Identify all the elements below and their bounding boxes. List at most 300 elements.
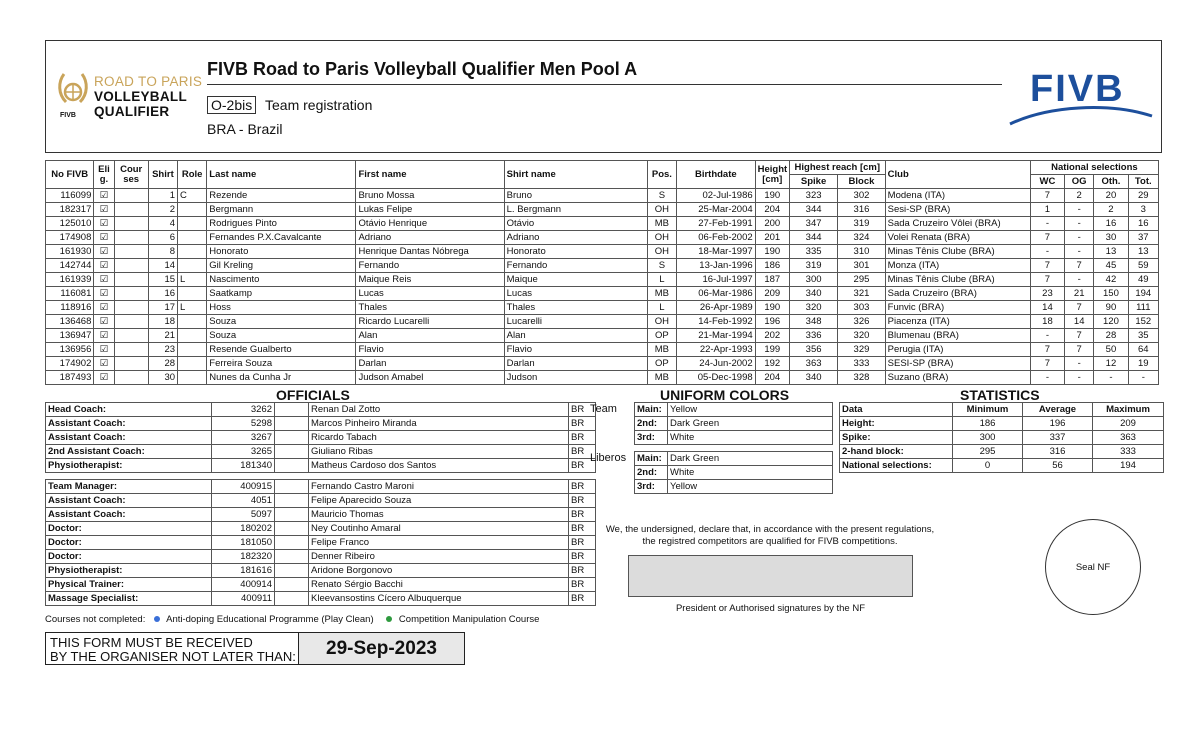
stats-value: 196 [1023, 417, 1093, 431]
official-row [46, 403, 596, 417]
stats-value: 56 [1023, 459, 1093, 473]
cell-block: 310 [838, 245, 885, 259]
cell-last-name: Saatkamp [207, 287, 356, 301]
cell-club: Funvic (BRA) [885, 301, 1030, 315]
official-name: Felipe Franco [309, 536, 569, 550]
cell-block: 316 [838, 203, 885, 217]
cell-wc: 7 [1030, 357, 1064, 371]
cell-shirt-name: Alan [504, 329, 647, 343]
cell-wc: - [1030, 371, 1064, 385]
cell-role: L [178, 301, 207, 315]
col-tot: Tot. [1128, 175, 1158, 189]
cell-no-fivb: 118916 [46, 301, 94, 315]
cell-club: Monza (ITA) [885, 259, 1030, 273]
official-name: Matheus Cardoso dos Santos [309, 459, 569, 473]
cell-no-fivb: 136956 [46, 343, 94, 357]
cell-oth: 28 [1094, 329, 1128, 343]
cell-last-name: Rodrigues Pinto [207, 217, 356, 231]
official-id: 5097 [212, 508, 275, 522]
cell-shirt: 15 [148, 273, 177, 287]
stats-value: 333 [1093, 445, 1164, 459]
cell-elig: ☑ [94, 217, 114, 231]
cell-oth: 16 [1094, 217, 1128, 231]
cell-birthdate: 13-Jan-1996 [677, 259, 756, 273]
cell-oth: 30 [1094, 231, 1128, 245]
player-row [46, 343, 1159, 357]
official-blank [275, 403, 309, 417]
official-id: 181340 [212, 459, 275, 473]
cell-oth: 20 [1094, 189, 1128, 203]
official-id: 400914 [212, 578, 275, 592]
cell-height: 209 [755, 287, 789, 301]
cell-elig: ☑ [94, 315, 114, 329]
cell-birthdate: 26-Apr-1989 [677, 301, 756, 315]
official-blank [275, 417, 309, 431]
official-row [46, 536, 596, 550]
cell-tot: 49 [1128, 273, 1158, 287]
cell-role: L [178, 273, 207, 287]
official-id: 182320 [212, 550, 275, 564]
cell-first-name: Adriano [356, 231, 504, 245]
cell-spike: 340 [789, 371, 837, 385]
courses-label: Courses not completed: [45, 614, 146, 625]
cell-shirt: 14 [148, 259, 177, 273]
uniform-row [635, 417, 833, 431]
cell-no-fivb: 161939 [46, 273, 94, 287]
official-role: Doctor: [46, 550, 212, 564]
cell-shirt: 16 [148, 287, 177, 301]
cell-first-name: Thales [356, 301, 504, 315]
cell-shirt-name: Darlan [504, 357, 647, 371]
cell-elig: ☑ [94, 343, 114, 357]
official-country: BR [569, 578, 596, 592]
cell-first-name: Lukas Felipe [356, 203, 504, 217]
cell-height: 202 [755, 329, 789, 343]
col-pos: Pos. [647, 161, 676, 189]
cell-spike: 347 [789, 217, 837, 231]
uniform-color: Dark Green [668, 417, 833, 431]
courses-not-completed [45, 614, 539, 625]
stats-value: 194 [1093, 459, 1164, 473]
cell-courses [114, 245, 148, 259]
cell-club: Suzano (BRA) [885, 371, 1030, 385]
cell-no-fivb: 161930 [46, 245, 94, 259]
cell-block: 329 [838, 343, 885, 357]
cell-block: 301 [838, 259, 885, 273]
logo-brand-small: FIVB [60, 112, 76, 119]
cell-pos: L [647, 301, 676, 315]
logo-text-line2: VOLLEYBALL [94, 89, 187, 104]
cell-block: 333 [838, 357, 885, 371]
cell-role [178, 357, 207, 371]
cell-first-name: Bruno Mossa [356, 189, 504, 203]
official-id: 3267 [212, 431, 275, 445]
cell-last-name: Souza [207, 315, 356, 329]
cell-pos: S [647, 189, 676, 203]
col-oth: Oth. [1094, 175, 1128, 189]
cell-last-name: Rezende [207, 189, 356, 203]
cell-no-fivb: 142744 [46, 259, 94, 273]
cell-spike: 356 [789, 343, 837, 357]
cell-oth: 90 [1094, 301, 1128, 315]
cell-wc: 7 [1030, 231, 1064, 245]
stats-label: Height: [840, 417, 953, 431]
cell-shirt: 8 [148, 245, 177, 259]
cell-og: - [1065, 203, 1094, 217]
cell-courses [114, 217, 148, 231]
official-country: BR [569, 459, 596, 473]
laurel-icon [54, 70, 92, 110]
cell-birthdate: 18-Mar-1997 [677, 245, 756, 259]
stats-value: 295 [953, 445, 1023, 459]
cell-block: 303 [838, 301, 885, 315]
cell-shirt-name: Judson [504, 371, 647, 385]
uniform-color: Dark Green [668, 452, 833, 466]
cell-first-name: Judson Amabel [356, 371, 504, 385]
cell-wc: - [1030, 329, 1064, 343]
cell-first-name: Maique Reis [356, 273, 504, 287]
fivb-swoosh-icon [1008, 100, 1154, 130]
official-row [46, 494, 596, 508]
official-id: 5298 [212, 417, 275, 431]
cell-wc: 7 [1030, 343, 1064, 357]
stats-row [840, 459, 1164, 473]
cell-elig: ☑ [94, 245, 114, 259]
uniform-slot: 3rd: [635, 431, 668, 445]
cell-courses [114, 329, 148, 343]
cell-block: 302 [838, 189, 885, 203]
official-name: Fernando Castro Maroni [309, 480, 569, 494]
cell-birthdate: 21-Mar-1994 [677, 329, 756, 343]
col-spike: Spike [789, 175, 837, 189]
official-role: Doctor: [46, 536, 212, 550]
uniform-colors-title: UNIFORM COLORS [660, 387, 790, 403]
col-first-name: First name [356, 161, 504, 189]
official-country: BR [569, 564, 596, 578]
cell-elig: ☑ [94, 371, 114, 385]
deadline-box [45, 632, 465, 665]
cell-courses [114, 357, 148, 371]
official-blank [275, 550, 309, 564]
cell-last-name: Gil Kreling [207, 259, 356, 273]
official-id: 4051 [212, 494, 275, 508]
cell-elig: ☑ [94, 203, 114, 217]
col-courses: Cour ses [114, 161, 148, 189]
cell-club: Minas Tênis Clube (BRA) [885, 273, 1030, 287]
cell-shirt: 28 [148, 357, 177, 371]
declaration-line2: the registred competitors are qualified for FIVB competitions. [642, 536, 898, 547]
cell-shirt: 17 [148, 301, 177, 315]
uniform-team-label: Team [590, 403, 617, 415]
stats-row [840, 417, 1164, 431]
cell-og: 7 [1065, 329, 1094, 343]
cell-spike: 320 [789, 301, 837, 315]
official-country: BR [569, 522, 596, 536]
cell-block: 320 [838, 329, 885, 343]
official-name: Felipe Aparecido Souza [309, 494, 569, 508]
cell-pos: OH [647, 231, 676, 245]
uniform-liberos-table [634, 451, 833, 494]
player-row [46, 245, 1159, 259]
cell-height: 200 [755, 217, 789, 231]
player-row [46, 315, 1159, 329]
uniform-slot: Main: [635, 403, 668, 417]
cell-height: 190 [755, 245, 789, 259]
cell-courses [114, 343, 148, 357]
uniform-slot: 3rd: [635, 480, 668, 494]
cell-shirt: 21 [148, 329, 177, 343]
cell-height: 187 [755, 273, 789, 287]
cell-club: SESI-SP (BRA) [885, 357, 1030, 371]
player-row [46, 189, 1159, 203]
official-role: Physiotherapist: [46, 459, 212, 473]
official-role: Assistant Coach: [46, 417, 212, 431]
col-og: OG [1065, 175, 1094, 189]
cell-shirt: 4 [148, 217, 177, 231]
course-anti-doping: Anti-doping Educational Programme (Play Clean) [166, 614, 374, 625]
uniform-row [635, 480, 833, 494]
official-row [46, 459, 596, 473]
cell-height: 196 [755, 315, 789, 329]
official-role: Assistant Coach: [46, 508, 212, 522]
signature-label: President or Authorised signatures by the NF [675, 603, 866, 614]
cell-og: - [1065, 245, 1094, 259]
cell-block: 324 [838, 231, 885, 245]
cell-tot: 19 [1128, 357, 1158, 371]
official-country: BR [569, 536, 596, 550]
cell-first-name: Alan [356, 329, 504, 343]
cell-og: 21 [1065, 287, 1094, 301]
cell-pos: OH [647, 245, 676, 259]
cell-wc: - [1030, 245, 1064, 259]
stats-value: 0 [953, 459, 1023, 473]
cell-spike: 340 [789, 287, 837, 301]
cell-role [178, 245, 207, 259]
manipulation-course-dot-icon [386, 616, 392, 622]
cell-courses [114, 189, 148, 203]
cell-courses [114, 231, 148, 245]
cell-height: 204 [755, 203, 789, 217]
official-country: BR [569, 592, 596, 606]
logo-text-line3: QUALIFIER [94, 104, 170, 119]
cell-spike: 348 [789, 315, 837, 329]
cell-elig: ☑ [94, 329, 114, 343]
cell-pos: OH [647, 203, 676, 217]
col-elig: Eli g. [94, 161, 114, 189]
cell-oth: 12 [1094, 357, 1128, 371]
cell-block: 321 [838, 287, 885, 301]
cell-pos: S [647, 259, 676, 273]
cell-og: - [1065, 371, 1094, 385]
official-blank [275, 536, 309, 550]
cell-tot: 13 [1128, 245, 1158, 259]
official-role: Team Manager: [46, 480, 212, 494]
cell-last-name: Nascimento [207, 273, 356, 287]
official-name: Aridone Borgonovo [309, 564, 569, 578]
uniform-row [635, 452, 833, 466]
cell-spike: 335 [789, 245, 837, 259]
cell-elig: ☑ [94, 273, 114, 287]
cell-shirt: 1 [148, 189, 177, 203]
official-role: Assistant Coach: [46, 494, 212, 508]
cell-club: Volei Renata (BRA) [885, 231, 1030, 245]
official-row [46, 550, 596, 564]
cell-oth: 13 [1094, 245, 1128, 259]
uniform-row [635, 403, 833, 417]
cell-tot: - [1128, 371, 1158, 385]
col-last-name: Last name [207, 161, 356, 189]
player-row [46, 357, 1159, 371]
official-role: Massage Specialist: [46, 592, 212, 606]
official-blank [275, 494, 309, 508]
cell-spike: 319 [789, 259, 837, 273]
form-code: O-2bis [207, 96, 256, 114]
player-row [46, 259, 1159, 273]
cell-birthdate: 02-Jul-1986 [677, 189, 756, 203]
cell-oth: 150 [1094, 287, 1128, 301]
cell-first-name: Ricardo Lucarelli [356, 315, 504, 329]
cell-oth: 50 [1094, 343, 1128, 357]
official-id: 3265 [212, 445, 275, 459]
cell-shirt-name: Lucarelli [504, 315, 647, 329]
cell-club: Blumenau (BRA) [885, 329, 1030, 343]
cell-og: 7 [1065, 343, 1094, 357]
stats-value: 337 [1023, 431, 1093, 445]
cell-height: 201 [755, 231, 789, 245]
cell-oth: 2 [1094, 203, 1128, 217]
stats-value: 363 [1093, 431, 1164, 445]
cell-wc: 7 [1030, 189, 1064, 203]
deadline-line2: BY THE ORGANISER NOT LATER THAN: [50, 649, 296, 664]
seal-label: Seal NF [1075, 562, 1111, 573]
col-club: Club [885, 161, 1030, 189]
cell-tot: 194 [1128, 287, 1158, 301]
cell-no-fivb: 187493 [46, 371, 94, 385]
cell-oth: - [1094, 371, 1128, 385]
cell-spike: 344 [789, 203, 837, 217]
cell-club: Modena (ITA) [885, 189, 1030, 203]
col-national-selections: National selections [1030, 161, 1158, 175]
cell-courses [114, 273, 148, 287]
cell-club: Piacenza (ITA) [885, 315, 1030, 329]
stats-value: 186 [953, 417, 1023, 431]
official-role: Assistant Coach: [46, 431, 212, 445]
official-blank [275, 480, 309, 494]
cell-shirt-name: Lucas [504, 287, 647, 301]
official-id: 181616 [212, 564, 275, 578]
stats-value: 209 [1093, 417, 1164, 431]
official-country: BR [569, 417, 596, 431]
official-row [46, 578, 596, 592]
player-row [46, 301, 1159, 315]
cell-role [178, 287, 207, 301]
cell-og: 7 [1065, 301, 1094, 315]
official-blank [275, 445, 309, 459]
cell-height: 190 [755, 301, 789, 315]
official-name: Renato Sérgio Bacchi [309, 578, 569, 592]
cell-no-fivb: 182317 [46, 203, 94, 217]
col-role: Role [178, 161, 207, 189]
cell-pos: MB [647, 371, 676, 385]
cell-shirt-name: Flavio [504, 343, 647, 357]
uniform-slot: 2nd: [635, 417, 668, 431]
cell-first-name: Henrique Dantas Nóbrega [356, 245, 504, 259]
cell-wc: 1 [1030, 203, 1064, 217]
cell-tot: 59 [1128, 259, 1158, 273]
official-name: Denner Ribeiro [309, 550, 569, 564]
cell-pos: OH [647, 315, 676, 329]
cell-pos: L [647, 273, 676, 287]
official-id: 400915 [212, 480, 275, 494]
cell-shirt-name: Honorato [504, 245, 647, 259]
cell-wc: - [1030, 217, 1064, 231]
cell-last-name: Ferreira Souza [207, 357, 356, 371]
form-name: Team registration [265, 97, 373, 113]
cell-role [178, 315, 207, 329]
cell-og: - [1065, 217, 1094, 231]
cell-elig: ☑ [94, 189, 114, 203]
official-blank [275, 459, 309, 473]
stats-label: Spike: [840, 431, 953, 445]
official-row [46, 445, 596, 459]
cell-shirt-name: L. Bergmann [504, 203, 647, 217]
cell-tot: 37 [1128, 231, 1158, 245]
official-row [46, 417, 596, 431]
cell-og: 2 [1065, 189, 1094, 203]
cell-last-name: Bergmann [207, 203, 356, 217]
cell-role [178, 259, 207, 273]
cell-tot: 16 [1128, 217, 1158, 231]
cell-og: - [1065, 273, 1094, 287]
deadline-date: 29-Sep-2023 [298, 633, 464, 664]
official-country: BR [569, 431, 596, 445]
player-row [46, 371, 1159, 385]
official-id: 3262 [212, 403, 275, 417]
cell-block: 295 [838, 273, 885, 287]
cell-birthdate: 27-Feb-1991 [677, 217, 756, 231]
signature-box[interactable] [628, 555, 913, 597]
official-role: Doctor: [46, 522, 212, 536]
official-blank [275, 508, 309, 522]
cell-courses [114, 203, 148, 217]
player-row [46, 273, 1159, 287]
logo-text-line1: ROAD TO PARIS [94, 74, 203, 89]
cell-first-name: Flavio [356, 343, 504, 357]
cell-spike: 363 [789, 357, 837, 371]
cell-shirt-name: Maique [504, 273, 647, 287]
course-competition-manipulation: Competition Manipulation Course [398, 614, 540, 625]
cell-spike: 344 [789, 231, 837, 245]
official-name: Ricardo Tabach [309, 431, 569, 445]
deadline-text [50, 636, 296, 664]
official-row [46, 508, 596, 522]
official-blank [275, 564, 309, 578]
cell-og: 14 [1065, 315, 1094, 329]
col-shirt: Shirt [148, 161, 177, 189]
cell-pos: MB [647, 287, 676, 301]
cell-shirt-name: Otávio [504, 217, 647, 231]
cell-role [178, 329, 207, 343]
cell-role [178, 217, 207, 231]
stats-value: 316 [1023, 445, 1093, 459]
cell-courses [114, 315, 148, 329]
official-country: BR [569, 403, 596, 417]
cell-pos: MB [647, 343, 676, 357]
cell-oth: 45 [1094, 259, 1128, 273]
stats-header: Average [1023, 403, 1093, 417]
cell-last-name: Honorato [207, 245, 356, 259]
cell-og: - [1065, 231, 1094, 245]
